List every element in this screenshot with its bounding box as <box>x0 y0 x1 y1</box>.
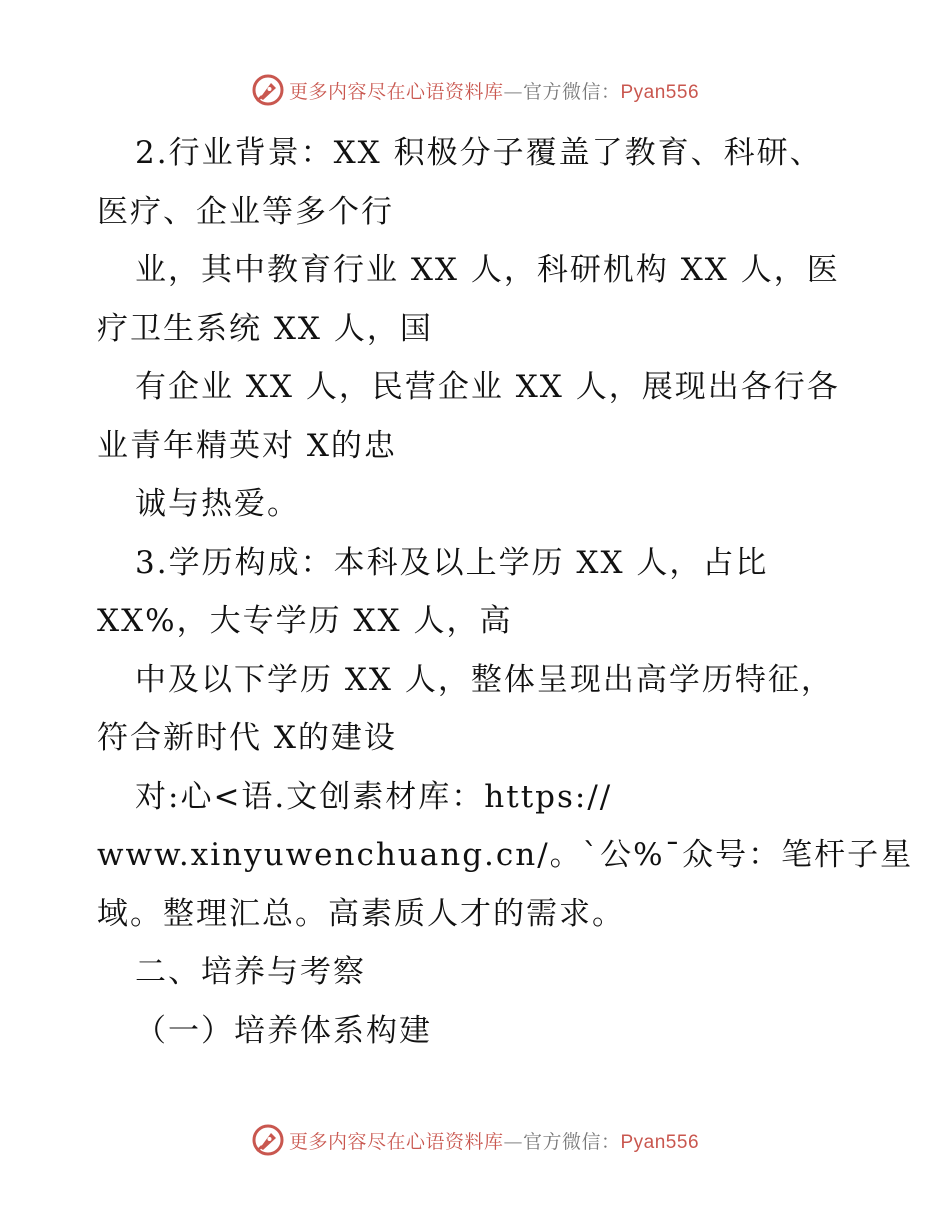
text-line: 3.学历构成：本科及以上学历 XX 人，占比 <box>135 544 769 581</box>
text-line: XX%，大专学历 XX 人，高 <box>97 603 513 639</box>
text-line: 诚与热爱。 <box>135 486 300 522</box>
watermark-wechat-id: Pyan556 <box>620 1131 700 1153</box>
text-line: 对:心<语.文创素材库：https:// <box>135 778 613 815</box>
watermark-main-text: 更多内容尽在心语资料库 <box>288 1130 504 1153</box>
text-line: 域。整理汇总。高素质人才的需求。 <box>97 895 625 932</box>
watermark-text <box>289 77 699 104</box>
text-line: 中及以下学历 XX 人，整体呈现出高学历特征， <box>135 661 834 698</box>
subsection-heading: （一）培养体系构建 <box>135 1012 432 1049</box>
header-watermark-banner <box>0 70 950 110</box>
watermark-separator: — <box>503 1130 523 1153</box>
text-line: 疗卫生系统 XX 人，国 <box>97 310 433 347</box>
footer-watermark-banner <box>0 1120 950 1160</box>
watermark-main-text: 更多内容尽在心语资料库 <box>288 80 504 103</box>
document-body <box>97 124 914 1060</box>
watermark-wechat-id: Pyan556 <box>620 81 700 103</box>
text-line: 业，其中教育行业 XX 人，科研机构 XX 人，医 <box>135 252 840 288</box>
watermark-wechat-label: 官方微信： <box>522 1130 621 1153</box>
pen-nib-logo-icon <box>251 1123 285 1157</box>
pen-nib-logo-icon <box>251 73 285 107</box>
text-line: 符合新时代 X的建设 <box>97 720 397 756</box>
text-line: 医疗、企业等多个行 <box>97 193 394 230</box>
text-line: 业青年精英对 X的忠 <box>97 427 397 464</box>
watermark-text <box>289 1127 699 1154</box>
text-line: 2.行业背景：XX 积极分子覆盖了教育、科研、 <box>135 135 823 171</box>
watermark-wechat-label: 官方微信： <box>522 80 621 103</box>
text-line: 有企业 XX 人，民营企业 XX 人，展现出各行各 <box>135 369 840 405</box>
watermark-separator: — <box>503 80 523 103</box>
section-heading: 二、培养与考察 <box>135 954 366 990</box>
text-line: www.xinyuwenchuang.cn/。`公%¯众号：笔杆子星 <box>97 837 914 873</box>
